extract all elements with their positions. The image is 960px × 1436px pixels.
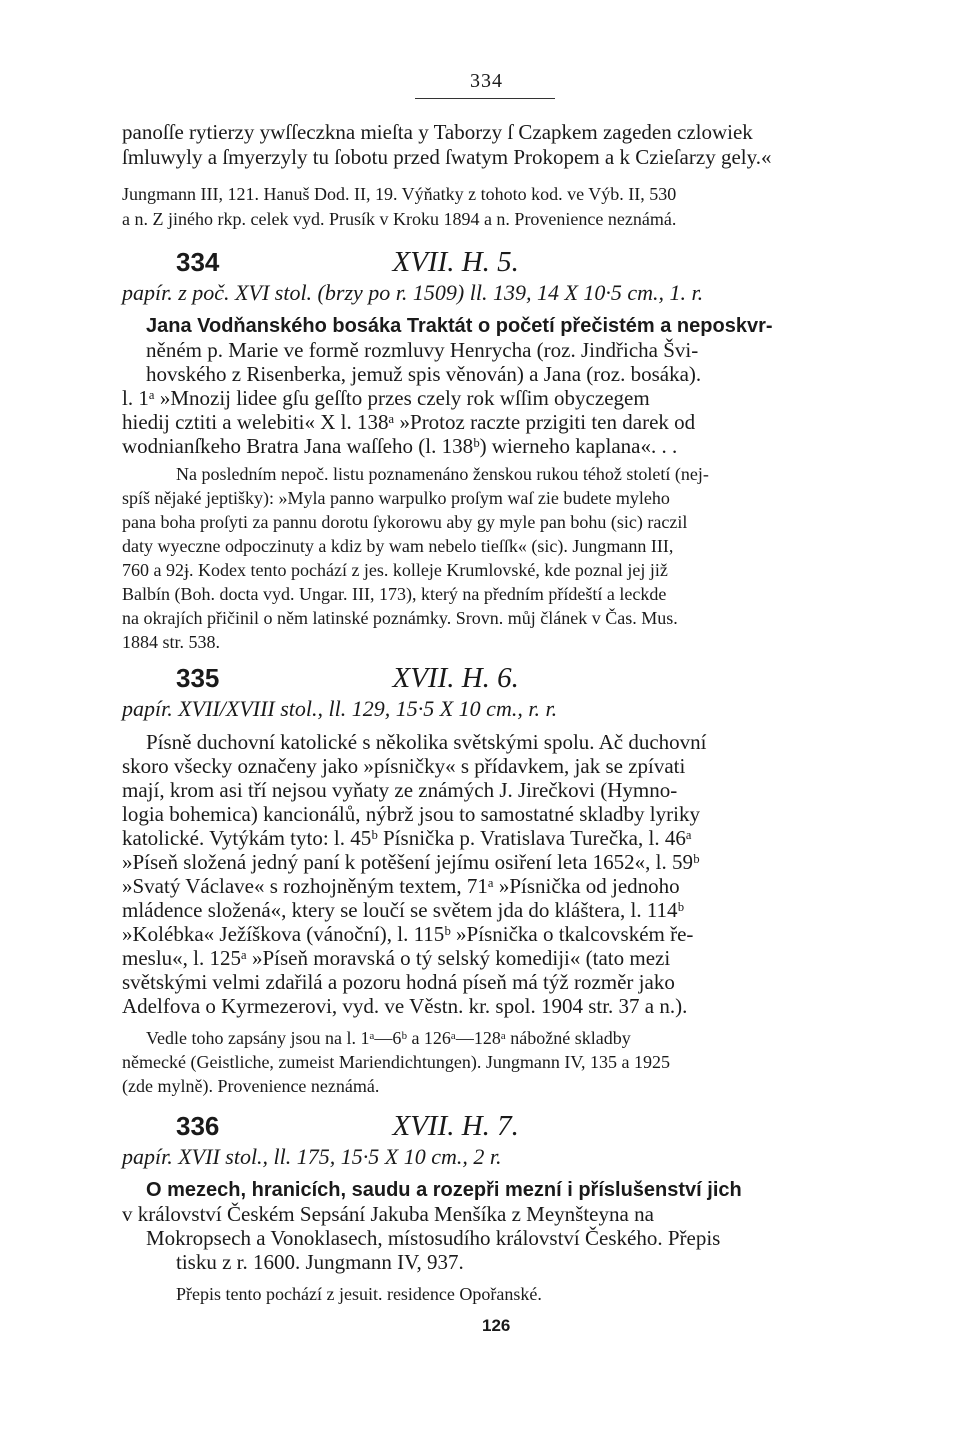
text-line: Balbín (Boh. docta vyd. Ungar. III, 173), který na předním přídeští a leckde (122, 584, 667, 604)
entry-signature: XVII. H. 7. (392, 1110, 519, 1142)
text-line: a n. Z jiného rkp. celek vyd. Prusík v Kroku 1894 a n. Provenience neznámá. (122, 209, 677, 229)
text-line: Vedle toho zapsány jsou na l. 1ᵃ—6ᵇ a 126ᵃ—128ᵃ nábožné skladby (146, 1028, 631, 1048)
text-line: Adelfova o Kyrmezerovi, vyd. ve Věstn. kr. spol. 1904 str. 37 a n.). (122, 994, 688, 1018)
text-line: Mokropsech a Vonoklasech, místosudího království Českého. Přepis (146, 1226, 721, 1250)
text-line: německé (Geistliche, zumeist Mariendichtungen). Jungmann IV, 135 a 1925 (122, 1052, 671, 1072)
entry-title: Jana Vodňanského bosáka Traktát o početí přečistém a neposkvr- (146, 315, 773, 337)
text-line: daty wyeczne odpoczinuty a kdiz by wam nebelo tieſſk« (sic). Jungmann III, (122, 536, 674, 556)
text-line: (zde mylně). Provenience neznámá. (122, 1076, 380, 1096)
page-number: 334 (470, 70, 503, 92)
text-line: pana boha proſyti za pannu dorotu ſykorowu aby gy myle pan bohu (sic) raczil (122, 512, 688, 532)
entry-title: O mezech, hranicích, saudu a rozepři mezní i příslušenství jich (146, 1179, 742, 1201)
folio-number: 126 (482, 1316, 511, 1335)
entry-meta: papír. z poč. XVI stol. (brzy po r. 1509) ll. 139, 14 X 10·5 cm., 1. r. (122, 280, 704, 305)
text-line: mají, krom asi tří nejsou vyňaty ze známých J. Jirečkovi (Hymno- (122, 778, 678, 802)
entry-meta: papír. XVII/XVIII stol., ll. 129, 15·5 X 10 cm., r. r. (122, 696, 558, 721)
text-line: Na posledním nepoč. listu poznamenáno ženskou rukou téhož století (nej- (176, 464, 709, 484)
entry-heading (176, 246, 876, 279)
text-line: tisku z r. 1600. Jungmann IV, 937. (176, 1250, 464, 1274)
text-line: na okrajích přičinil o něm latinské poznámky. Srovn. můj článek v Čas. Mus. (122, 608, 678, 628)
text-line: mládence složená«, ktery se loučí se světem jda do kláštera, l. 114ᵇ (122, 898, 685, 922)
text-line: meslu«, l. 125ᵃ »Píseň moravská o tý selský komediji« (tato mezi (122, 946, 671, 970)
text-line: hovského z Risenberka, jemuž spis věnován) a Jana (roz. bosáka). (146, 362, 702, 386)
text-line: Přepis tento pochází z jesuit. residence Opořanské. (176, 1284, 542, 1304)
text-line: »Píseň složená jedný paní k potěšení jejímu osiření leta 1652«, l. 59ᵇ (122, 850, 700, 874)
text-line: skoro všecky označeny jako »písničky« s přídavkem, jak se zpívati (122, 754, 686, 778)
entry-number: 335 (176, 663, 220, 693)
entry-heading (176, 662, 876, 695)
entry-number: 334 (176, 247, 220, 277)
text-line: Jungmann III, 121. Hanuš Dod. II, 19. Výňatky z tohoto kod. ve Výb. II, 530 (122, 184, 677, 204)
text-line: 1884 str. 538. (122, 632, 221, 652)
text-line: wodnianſkeho Bratra Jana waſſeho (l. 138ᵇ) wierneho kaplana«. . . (122, 434, 678, 458)
text-line: světskými velmi zdařilá a pozoru hodná píseň má týž rozměr jako (122, 970, 675, 994)
entry-meta: papír. XVII stol., ll. 175, 15·5 X 10 cm., 2 r. (122, 1144, 502, 1169)
entry-number: 336 (176, 1111, 220, 1141)
text-line: »Kolébka« Ježíškova (vánoční), l. 115ᵇ »Písnička o tkalcovském ře- (122, 922, 694, 946)
text-line: l. 1ᵃ »Mnozij lidee gſu geſſto przes czely rok wſſim obyczegem (122, 386, 650, 410)
text-line: logia bohemica) kancionálů, nýbrž jsou to samostatné skladby lyriky (122, 802, 700, 826)
text-line: něném p. Marie ve formě rozmluvy Henrycha (roz. Jindřicha Švi- (146, 338, 699, 362)
entry-signature: XVII. H. 6. (392, 662, 519, 694)
header-rule (415, 98, 555, 99)
text-line: katolické. Vytýkám tyto: l. 45ᵇ Písnička p. Vratislava Turečka, l. 46ᵃ (122, 826, 692, 850)
text-line: »Svatý Václave« s rozhojněným textem, 71ᵃ »Písnička od jednoho (122, 874, 680, 898)
text-line: v království Českém Sepsání Jakuba Menšíka z Meynšteyna na (122, 1202, 654, 1226)
text-line: panoſſe rytierzy ywſſeczkna mieſta y Taborzy ſ Czapkem zageden czlowiek (122, 120, 753, 144)
text-line: ſmluwyly a ſmyerzyly tu ſobotu przed ſwatym Prokopem a k Czieſarzy gely.« (122, 145, 772, 169)
entry-heading (176, 1110, 876, 1143)
entry-signature: XVII. H. 5. (392, 246, 519, 278)
text-line: 760 a 92ɉ. Kodex tento pochází z jes. kolleje Krumlovské, kde poznal jej již (122, 560, 668, 580)
entry-title: Písně duchovní katolické s několika světskými spolu. Ač duchovní (146, 730, 707, 754)
text-line: hiedij cztiti a welebiti« X l. 138ᵃ »Protoz raczte przigiti ten darek od (122, 410, 696, 434)
text-line: spíš nějaké jeptišky): »Myla panno warpulko proſym waſ zie budete myleho (122, 488, 670, 508)
